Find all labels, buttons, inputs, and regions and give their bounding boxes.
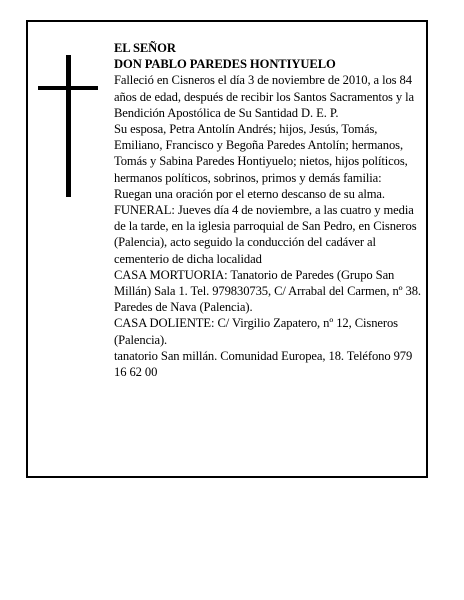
mortuary-paragraph: CASA MORTUORIA: Tanatorio de Paredes (Grupo San Millán) Sala 1. Tel. 979830735, C/ Arrabal del Carmen, nº 38. Paredes de Nava (Palencia). bbox=[114, 267, 421, 315]
cross-horizontal-bar bbox=[38, 86, 98, 90]
prayer-paragraph: Ruegan una oración por el eterno descanso de su alma. bbox=[114, 186, 385, 201]
deceased-name: DON PABLO PAREDES HONTIYUELO bbox=[114, 57, 336, 72]
cross-vertical-bar bbox=[66, 55, 71, 197]
tanatorio-paragraph: tanatorio San millán. Comunidad Europea, 18. Teléfono 979 16 62 00 bbox=[114, 348, 413, 380]
family-paragraph: Su esposa, Petra Antolín Andrés; hijos, Jesús, Tomás, Emiliano, Francisco y Begoña Paredes Antolín; hermanos, Tomás y Sabina Paredes Hontiyuelo; nietos, hijos políticos, hermanos políticos, sobrinos, primos y demás familia: bbox=[114, 122, 408, 185]
funeral-paragraph: FUNERAL: Jueves día 4 de noviembre, a las cuatro y media de la tarde, en la iglesia parroquial de San Pedro, en Cisneros (Palencia), acto seguido la conducción del cadáver al cementerio de dicha localidad bbox=[114, 203, 417, 266]
death-paragraph: Falleció en Cisneros el día 3 de noviembre de 2010, a los 84 años de edad, después de recibir los Santos Sacramentos y la Bendición Apostólica de Su Santidad D. E. P. bbox=[114, 73, 415, 120]
mourning-house-paragraph: CASA DOLIENTE: C/ Virgilio Zapatero, nº 12, Cisneros (Palencia). bbox=[114, 316, 398, 347]
title-line-1: EL SEÑOR bbox=[114, 41, 176, 55]
obituary-text bbox=[114, 40, 424, 380]
cross-icon bbox=[38, 55, 98, 197]
